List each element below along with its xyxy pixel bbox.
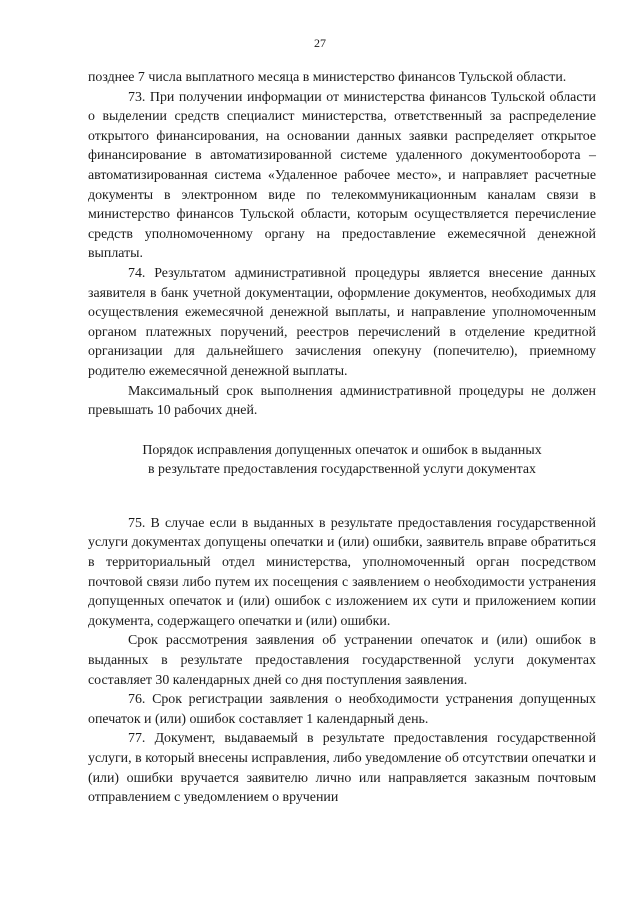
paragraph-76: 76. Срок регистрации заявления о необходимости устранения допущенных опечаток и (или) ошибок составляет 1 календарный день. xyxy=(88,692,596,727)
paragraph-75-term: Срок рассмотрения заявления об устранении опечаток и (или) ошибок в выданных в результате предоставления государственной услуги документах составляет 30 календарных дней со дня поступления заявления. xyxy=(88,633,596,688)
paragraph-74-deadline: Максимальный срок выполнения административной процедуры не должен превышать 10 рабочих дней. xyxy=(88,383,596,419)
paragraph-74: 74. Результатом административной процедуры является внесение данных заявителя в банк учетной документации, оформление документов, необходимых для осуществления ежемесячной денежной выплаты, и направление уполномоченным органом платежных поручений, реестров перечислений в отделение кредитной организации для дальнейшего зачисления опекуну (попечителю), приемному родителю ежемесячной денежной выплаты. xyxy=(88,265,596,379)
page-number: 27 xyxy=(314,36,326,50)
paragraph-73: 73. При получении информации от министерства финансов Тульской области о выделении средств специалист министерства, ответственный за распределение открытого финансирования, на основании данных заявки распределяет открытое финансирование в автоматизированной системе удаленного документооборота – автоматизированная система «Удаленное рабочее место», и направляет расчетные документы в электронном виде по телекоммуникационным каналам связи в министерство финансов Тульской области, которым осуществляется перечисление средств уполномоченному органу на предоставление ежемесячной денежной выплаты. xyxy=(88,89,596,262)
paragraph-77: 77. Документ, выдаваемый в результате предоставления государственной услуги, в который внесены исправления, либо уведомление об отсутствии опечатки и (или) ошибки вручается заявителю лично или направляется заказным почтовым отправлением с уведомлением о вручении xyxy=(88,731,596,806)
document-body xyxy=(88,68,596,808)
paragraph-75: 75. В случае если в выданных в результате предоставления государственной услуги документах допущены опечатки и (или) ошибки, заявитель вправе обратиться в территориальный отдел министерства, уполномоченный орган посредством почтовой связи либо путем их посещения с заявлением о необходимости устранения допущенных опечаток и (или) ошибок с изложением их сути и приложением копии документа, содержащего опечатки и (или) ошибки. xyxy=(88,515,596,629)
section-heading xyxy=(88,441,596,480)
section-heading-line-2: в результате предоставления государственной услуги документах xyxy=(148,462,536,478)
section-heading-line-1: Порядок исправления допущенных опечаток и ошибок в выданных xyxy=(142,442,542,458)
paragraph-continuation: позднее 7 числа выплатного месяца в министерство финансов Тульской области. xyxy=(88,70,567,85)
